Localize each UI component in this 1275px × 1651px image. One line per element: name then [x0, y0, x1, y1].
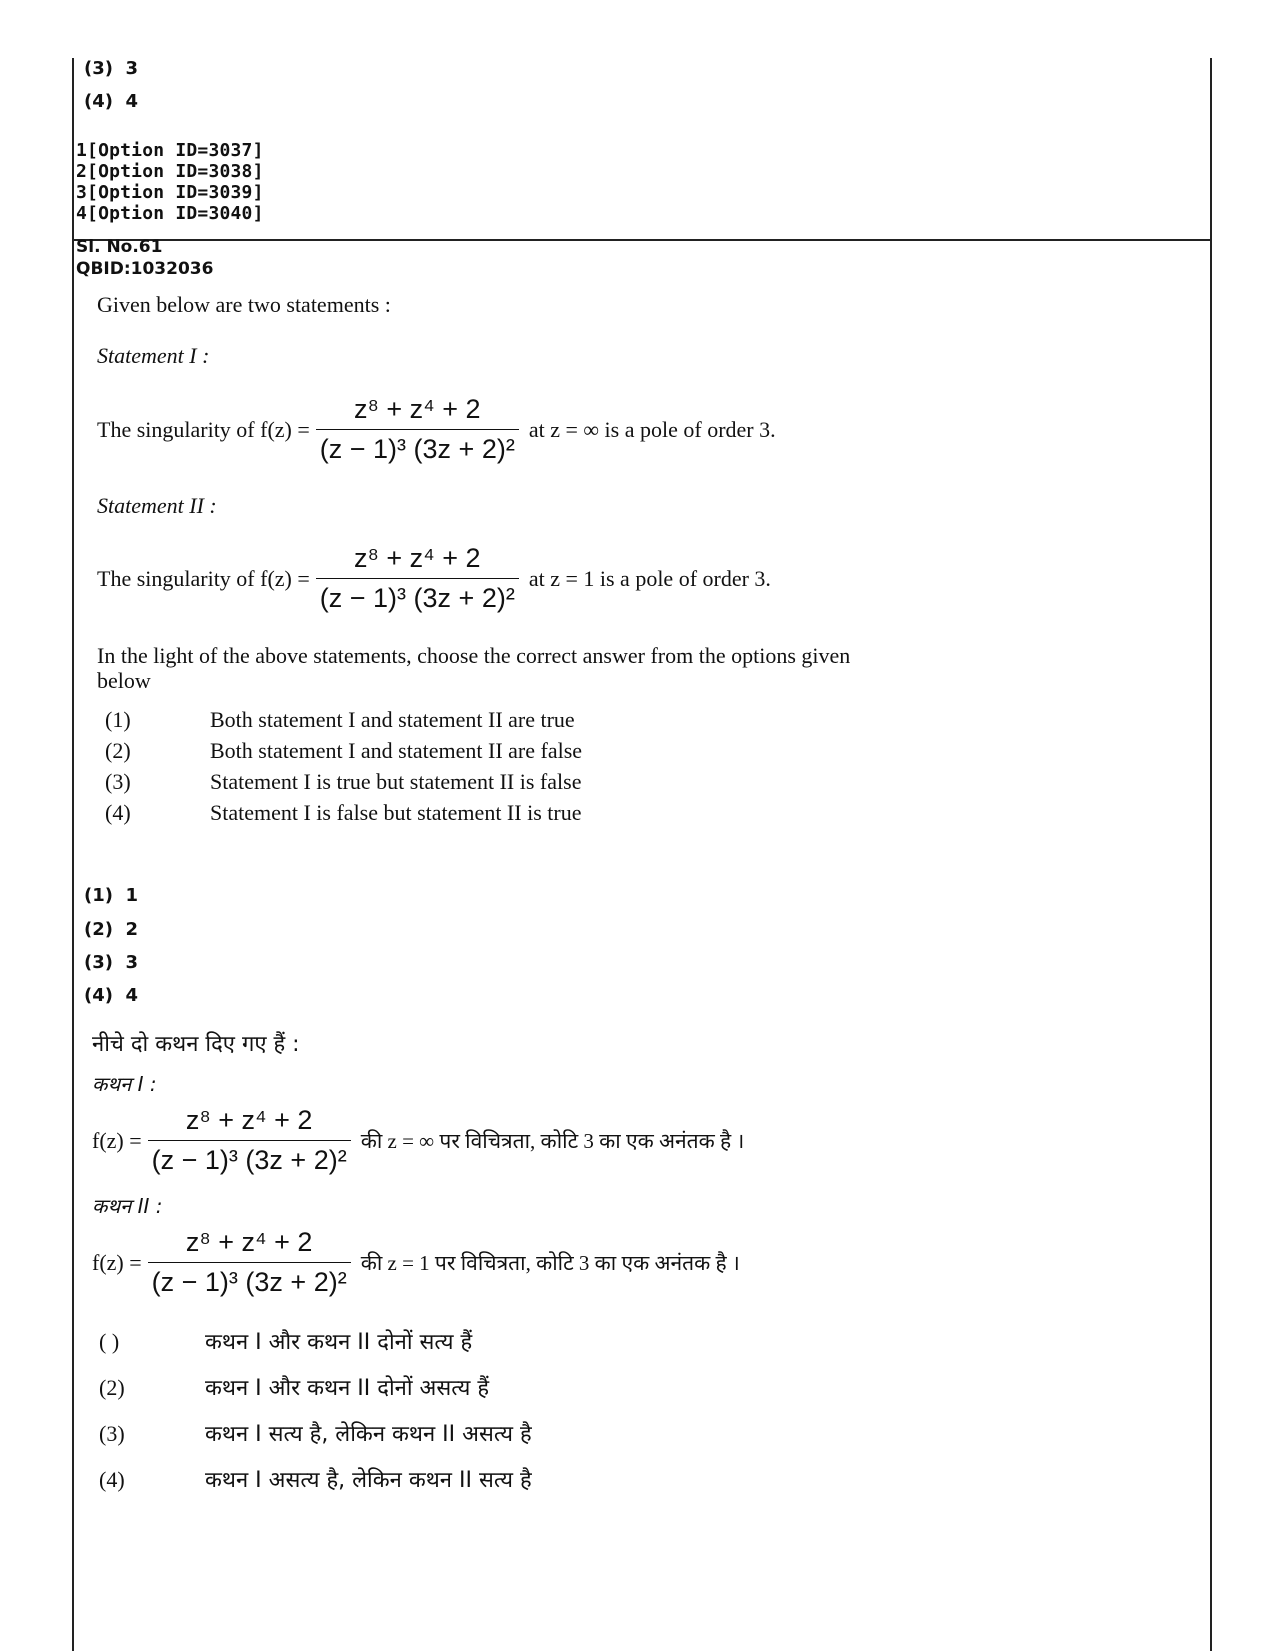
serial-number: Sl. No.61 [76, 237, 163, 257]
statement-2-rhs: at z = 1 is a pole of order 3. [528, 565, 771, 591]
statement-1-formula [97, 394, 776, 465]
instruction [97, 643, 850, 693]
hindi-choice-4: (4) कथन I असत्य है, लेकिन कथन II सत्य है [99, 1467, 532, 1493]
fraction-bar [148, 1262, 351, 1263]
statement-1-lhs: The singularity of f(z) = [97, 416, 310, 442]
statement-2-numerator: z⁸ + z⁴ + 2 [354, 543, 481, 573]
hindi-statement-1-lhs: f(z) = [92, 1127, 142, 1153]
answer-option-4[interactable]: (4) 4 [84, 985, 139, 1006]
left-border [72, 58, 74, 1651]
choice-3: (3) Statement I is true but statement II is false [105, 769, 582, 794]
hindi-choice-list [99, 1320, 532, 1504]
statement-2-lhs: The singularity of f(z) = [97, 565, 310, 591]
hindi-intro: नीचे दो कथन दिए गए हैं : [92, 1032, 300, 1057]
hindi-statement-1-denominator: (z − 1)³ (3z + 2)² [151, 1145, 347, 1175]
statement-1-rhs: at z = ∞ is a pole of order 3. [528, 416, 776, 442]
choice-1: (1) Both statement I and statement II are true [105, 707, 575, 732]
statement-2-label: Statement II : [97, 493, 217, 518]
hindi-statement-2-numerator: z⁸ + z⁴ + 2 [185, 1227, 313, 1257]
right-border [1210, 58, 1212, 1651]
section-divider [72, 239, 1212, 241]
hindi-statement-1-numerator: z⁸ + z⁴ + 2 [185, 1105, 313, 1135]
option-id-1: 1[Option ID=3037] [76, 140, 264, 161]
choice-4: (4) Statement I is false but statement II is true [105, 800, 582, 825]
answer-option-2[interactable]: (2) 2 [84, 919, 139, 940]
answer-option-1[interactable]: (1) 1 [84, 885, 139, 906]
hindi-statement-2-rhs: की z = 1 पर विचित्रता, कोटि 3 का एक अनंतक है । [360, 1250, 740, 1275]
statement-1-numerator: z⁸ + z⁴ + 2 [354, 394, 481, 424]
hindi-choice-3: (3) कथन I सत्य है, लेकिन कथन II असत्य है [99, 1421, 532, 1447]
hindi-statement-1-label: कथन I : [92, 1072, 157, 1096]
option-id-list [76, 140, 264, 224]
top-option-3: (3) 3 [84, 58, 139, 79]
option-id-4: 4[Option ID=3040] [76, 203, 264, 224]
hindi-choice-1: ( ) कथन I और कथन II दोनों सत्य हैं [99, 1329, 473, 1355]
hindi-statement-2-lhs: f(z) = [92, 1249, 142, 1275]
top-option-4: (4) 4 [84, 91, 139, 112]
option-id-3: 3[Option ID=3039] [76, 182, 264, 203]
question-intro: Given below are two statements : [97, 292, 391, 317]
qbid: QBID:1032036 [76, 259, 214, 279]
hindi-statement-1-rhs: की z = ∞ पर विचित्रता, कोटि 3 का एक अनंतक है । [360, 1128, 745, 1153]
answer-option-3[interactable]: (3) 3 [84, 952, 139, 973]
option-id-2: 2[Option ID=3038] [76, 161, 264, 182]
hindi-statement-1-formula [92, 1105, 744, 1176]
fraction-bar [316, 578, 519, 579]
hindi-statement-2-denominator: (z − 1)³ (3z + 2)² [151, 1267, 347, 1297]
hindi-choice-2: (2) कथन I और कथन II दोनों असत्य हैं [99, 1375, 490, 1401]
choice-list [105, 704, 582, 828]
question-header [76, 236, 213, 280]
fraction-bar [316, 429, 519, 430]
hindi-statement-2-label: कथन II : [92, 1194, 163, 1218]
fraction-bar [148, 1140, 351, 1141]
hindi-statement-2-formula [92, 1227, 740, 1298]
choice-2: (2) Both statement I and statement II are false [105, 738, 583, 763]
instruction-line-1: In the light of the above statements, choose the correct answer from the options given [97, 643, 851, 668]
statement-1-denominator: (z − 1)³ (3z + 2)² [319, 434, 515, 464]
instruction-line-2: below [97, 668, 151, 693]
statement-1-label: Statement I : [97, 343, 210, 368]
statement-2-denominator: (z − 1)³ (3z + 2)² [319, 583, 515, 613]
statement-2-formula [97, 543, 771, 614]
